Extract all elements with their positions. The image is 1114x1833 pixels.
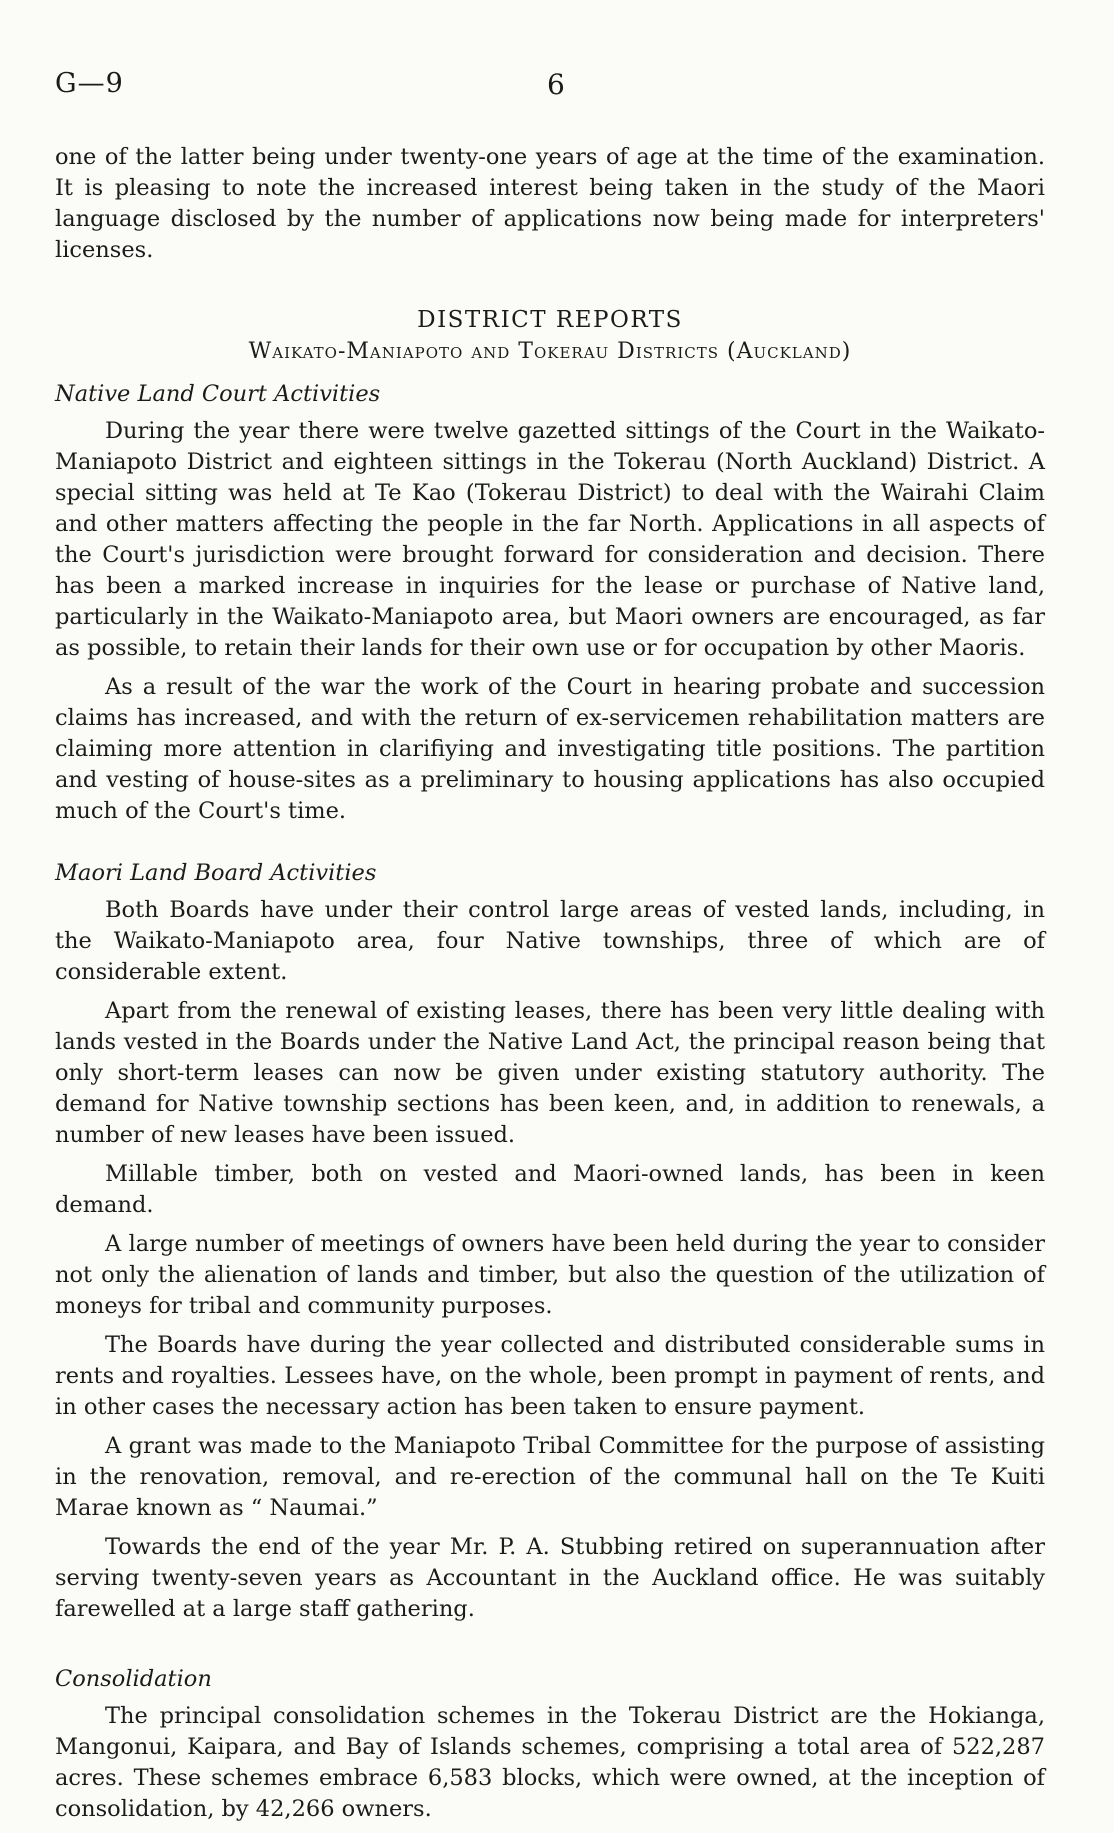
paragraph: A grant was made to the Maniapoto Tribal Committee for the purpose of assisting in the renovation, removal, and re-erection of the communal hall on the Te Kuiti Marae known as “ Naumai.” [55,1433,1045,1521]
section-subtitle: Waikato-Maniapoto and Tokerau Districts (Auckland) [248,339,852,364]
intro-paragraph: one of the latter being under twenty-one years of age at the time of the examination. It is pleasing to note the increased interest being taken in the study of the Maori language disclosed by the number of applications now being made for interpreters' licenses. [55,144,1045,263]
paragraph: Millable timber, both on vested and Maori-owned lands, has been in keen demand. [55,1161,1045,1218]
paragraph: Apart from the renewal of existing leases, there has been very little dealing with lands vested in the Boards under the Native Land Act, the principal reason being that only short-term leases can now be given under existing statutory authority. The demand for Native township sections has been keen, and, in addition to renewals, a number of new leases have been issued. [55,998,1045,1148]
page-code: G—9 [55,68,124,99]
paragraph: A large number of meetings of owners have been held during the year to consider not only the alienation of lands and timber, but also the question of the utilization of moneys for tribal and community purposes. [55,1231,1045,1319]
page-number: 6 [547,68,565,101]
native-land-court-heading: Native Land Court Activities [55,381,381,407]
paragraph: The principal consolidation schemes in the Tokerau District are the Hokianga, Mangonui, Kaipara, and Bay of Islands schemes, comprising a total area of 522,287 acres. These schemes embrace 6,583 blocks, which were owned, at the inception of consolidation, by 42,266 owners. [55,1703,1045,1822]
document-page [55,0,1045,1822]
paragraph: As a result of the war the work of the Court in hearing probate and succession claims has increased, and with the return of ex-servicemen rehabilitation matters are claiming more attention in clarifiying and investigating title positions. The partition and vesting of house-sites as a preliminary to housing applications has also occupied much of the Court's time. [55,674,1045,824]
page-body [55,142,1045,1833]
paragraph: Both Boards have under their control large areas of vested lands, including, in the Waikato-Maniapoto area, four Native townships, three of which are of considerable extent. [55,897,1045,985]
paragraph: During the year there were twelve gazetted sittings of the Court in the Waikato-Maniapoto District and eighteen sittings in the Tokerau (North Auckland) District. A special sitting was held at Te Kao (Tokerau District) to deal with the Wairahi Claim and other matters affecting the people in the far North. Applications in all aspects of the Court's jurisdiction were brought forward for consideration and decision. There has been a marked increase in inquiries for the lease or purchase of Native land, particularly in the Waikato-Maniapoto area, but Maori owners are encouraged, as far as possible, to retain their lands for their own use or for occupation by other Maoris. [55,418,1045,661]
consolidation-heading: Consolidation [55,1666,212,1692]
section-title: DISTRICT REPORTS [417,307,683,333]
paragraph: The Boards have during the year collected and distributed considerable sums in rents and royalties. Lessees have, on the whole, been prompt in payment of rents, and in other cases the necessary action has been taken to ensure payment. [55,1332,1045,1420]
page-header [55,68,1045,108]
maori-land-board-heading: Maori Land Board Activities [55,860,377,886]
paragraph: Towards the end of the year Mr. P. A. Stubbing retired on superannuation after serving twenty-seven years as Accountant in the Auckland office. He was suitably farewelled at a large staff gathering. [55,1534,1045,1622]
